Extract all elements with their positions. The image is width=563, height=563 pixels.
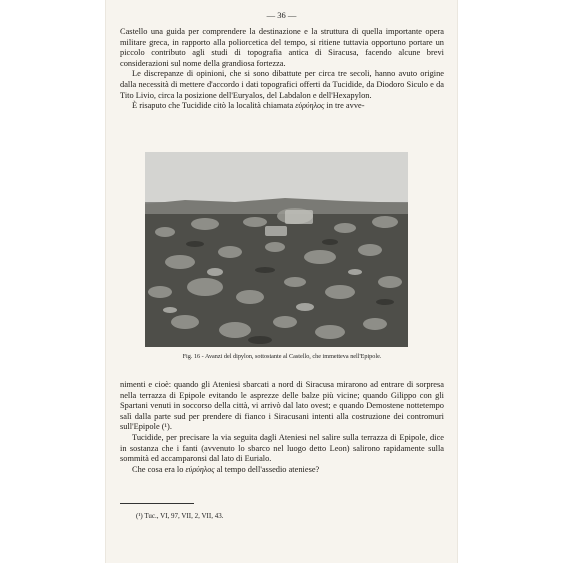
- figure-caption: Fig. 16 - Avanzi del dipylon, sottostante al Castello, che immetteva nell'Epipole.: [182, 353, 382, 360]
- tucidide-intro-text: È risaputo che Tucidide citò la località chiamata: [132, 101, 296, 111]
- top-text-block: [120, 27, 444, 112]
- dipylon-photo-illustration: [145, 152, 408, 347]
- paragraph-tucidide-intro: [120, 101, 444, 112]
- greek-word-euryelos-question: εὐρύηλος: [185, 464, 215, 474]
- greek-word-euryelos: εὐρύηλος: [295, 101, 325, 111]
- question-tail: al tempo dell'assedio ateniese?: [214, 464, 320, 474]
- paragraph-avvenimenti: nimenti e cioè: quando gli Ateniesi sbarcati a nord di Siracusa mirarono ad entrare di sorpresa nella terrazza di Epipole evitando le asprezze delle balze più vicine; quando Gilippo con gli Spartani venuti in soccorso della città, vi arrivò dal lato ovest; e quando Demostene nottetempo salì dalla parte sud per prendere di fianco i Siracusani intenti alla costruzione dei contromuri sull'Epipole (¹).: [120, 380, 444, 432]
- tucidide-intro-tail: in tre avve-: [324, 101, 365, 111]
- figure-photo-dipylon: [145, 152, 408, 347]
- paragraph-castello: Castello una guida per comprendere la destinazione e la struttura di quella importante opera militare greca, in rapporto alla poliorcetica del tempo, si ritiene tuttavia opportuno portare un piccolo contributo agli studi di topografia antica di Siracusa, facendo alcune brevi considerazioni sul nome della grandiosa fortezza.: [120, 27, 444, 68]
- footnote-divider: [120, 503, 194, 504]
- page-number: — 36 —: [266, 10, 297, 20]
- paragraph-question: [120, 465, 444, 476]
- paragraph-tucidide-via: Tucidide, per precisare la via seguita dagli Ateniesi nel salire sulla terrazza di Epipole, dice in sostanza che i fanti (avvenuto lo sbarco nel luogo detto Leon) salirono rapidamente sulla sommità ed accamparonsi dal lato di Eurialo.: [120, 432, 444, 464]
- question-text: Che cosa era lo: [132, 464, 186, 474]
- book-page: [106, 0, 457, 563]
- bottom-text-block: [120, 380, 444, 475]
- paragraph-discrepanze: Le discrepanze di opinioni, che si sono dibattute per circa tre secoli, hanno avuto origine dalla necessità di mettere d'accordo i dati topografici offerti da Tucidide, da Diodoro Siculo e da Tito Livio, circa la posizione dell'Euryalos, del Labdalon e dell'Hexapylon.: [120, 69, 444, 100]
- footnote: (¹) Tuc., VI, 97, VII, 2, VII, 43.: [136, 512, 224, 520]
